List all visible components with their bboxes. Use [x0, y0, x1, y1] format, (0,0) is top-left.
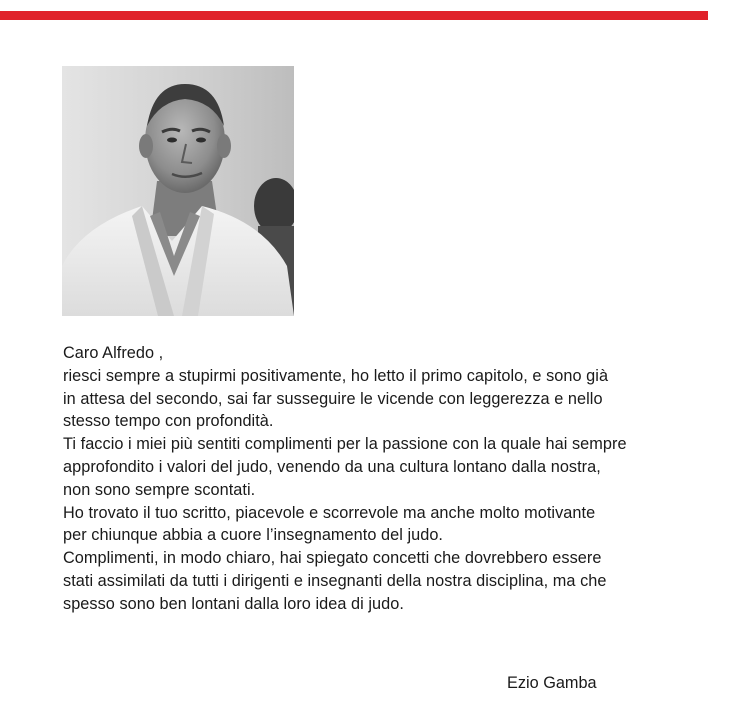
letter-body — [63, 342, 723, 616]
letter-line: per chiunque abbia a cuore l’insegnamento del judo. — [63, 526, 443, 545]
top-red-rule — [0, 11, 708, 20]
letter-line: in attesa del secondo, sai far susseguire le vicende con leggerezza e nello — [63, 389, 603, 408]
letter-line: approfondito i valori del judo, venendo da una cultura lontano dalla nostra, — [63, 457, 601, 476]
author-portrait-photo — [62, 66, 294, 316]
letter-line: Ti faccio i miei più sentiti complimenti per la passione con la quale hai sempre — [63, 435, 627, 454]
letter-line: Complimenti, in modo chiaro, hai spiegato concetti che dovrebbero essere — [63, 549, 602, 568]
signature-name: Ezio Gamba — [507, 674, 597, 692]
letter-line: stati assimilati da tutti i dirigenti e insegnanti della nostra disciplina, ma che — [63, 571, 607, 590]
letter-line: non sono sempre scontati. — [63, 480, 256, 499]
letter-salutation: Caro Alfredo , — [63, 344, 164, 362]
portrait-photo-icon — [62, 66, 294, 316]
letter-line: spesso sono ben lontani dalla loro idea di judo. — [63, 594, 404, 613]
letter-line: riesci sempre a stupirmi positivamente, ho letto il primo capitolo, e sono già — [63, 366, 609, 385]
letter-line: stesso tempo con profondità. — [63, 412, 274, 431]
letter-line: Ho trovato il tuo scritto, piacevole e scorrevole ma anche molto motivante — [63, 503, 596, 522]
